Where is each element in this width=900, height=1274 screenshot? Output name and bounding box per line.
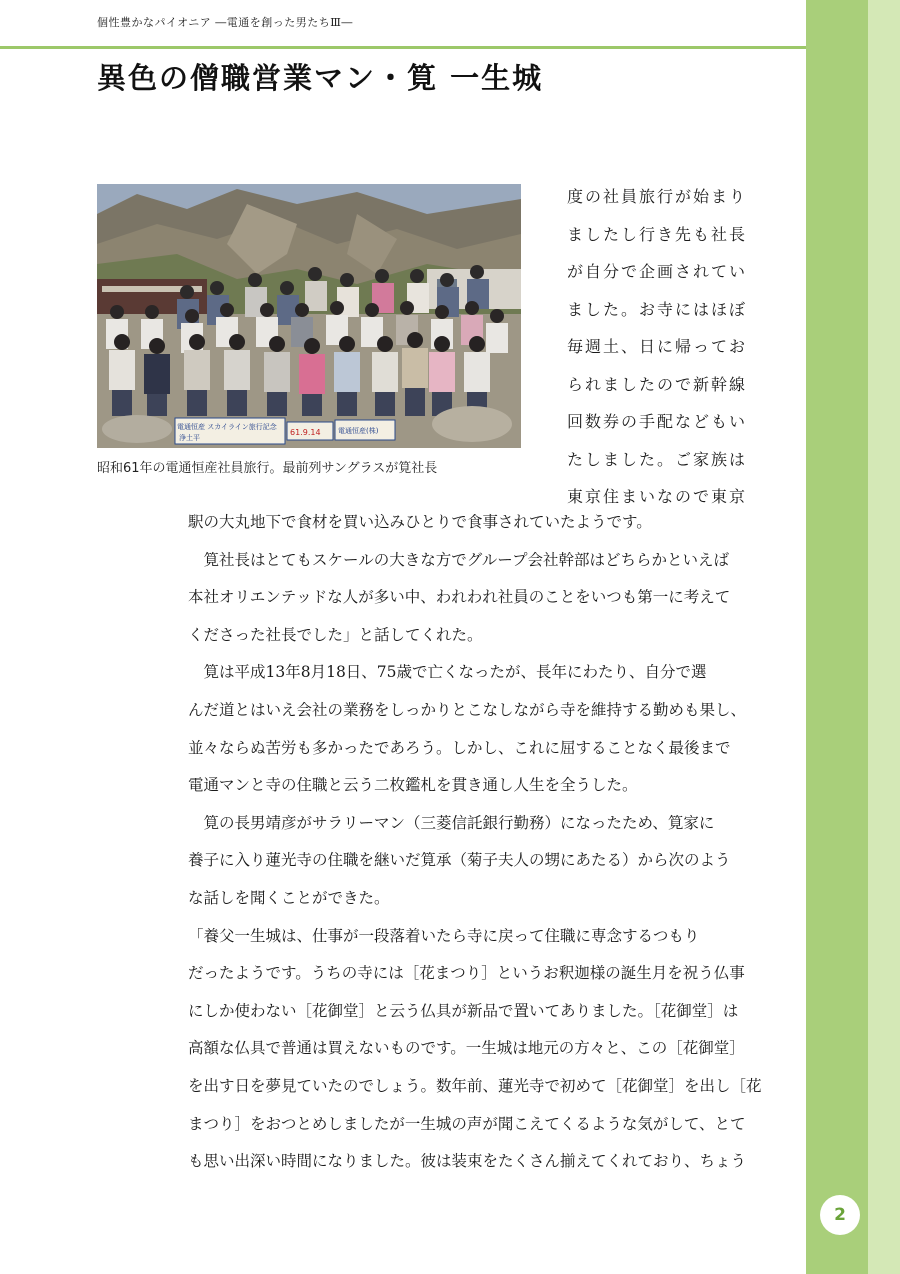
header-rule (0, 46, 806, 49)
text-line: 東京住まいなので東京 (567, 487, 748, 506)
banner-text: 電通恒産 スカイライン旅行記念 (177, 423, 277, 431)
text-line: 毎週土、日に帰ってお (567, 337, 748, 356)
page-number: 2 (820, 1195, 860, 1235)
text-line: にしか使わない［花御堂］と云う仏具が新品で置いてありました。［花御堂］は (188, 1001, 739, 1020)
text-line: ましたし行き先も社長 (567, 224, 748, 244)
side-color-band-light (868, 0, 900, 1274)
text-line: くださった社長でした」と話してくれた。 (188, 625, 483, 644)
text-line: を出す日を夢見ていたのでしょう。数年前、蓮光寺で初めて［花御堂］を出し［花 (188, 1076, 762, 1095)
side-column-text (567, 178, 747, 516)
text-line: も思い出深い時間になりました。彼は装束をたくさん揃えてくれており、ちょう (188, 1152, 747, 1171)
text-line: ました。お寺にはほぼ (567, 299, 748, 319)
banner-company: 電通恒産(株) (338, 427, 379, 435)
text-line: んだ道とはいえ会社の業務をしっかりとこなしながら寺を維持する勤めも果し、 (188, 700, 747, 719)
text-line: 回数券の手配などもい (567, 412, 748, 431)
text-line: たしました。ご家族は (567, 449, 748, 469)
text-line: 筧の長男靖彦がサラリーマン（三菱信託銀行勤務）になったため、筧家に (188, 813, 715, 832)
banner-subtext: 浄土平 (179, 434, 200, 442)
text-line: られましたので新幹線 (567, 374, 748, 394)
page-title: 異色の僧職営業マン・筧 一生城 (97, 61, 544, 95)
running-head: 個性豊かなパイオニア ―電通を創った男たちⅢ― (97, 16, 353, 29)
photo-caption: 昭和61年の電通恒産社員旅行。最前列サングラスが筧社長 (97, 461, 438, 476)
text-line: 筧は平成13年8月18日、75歳で亡くなったが、長年にわたり、自分で選 (188, 663, 707, 682)
text-line: 本社オリエンテッドな人が多い中、われわれ社員のことをいつも第一に考えて (188, 588, 731, 607)
text-line: な話しを聞くことができた。 (188, 888, 390, 907)
text-line: 電通マンと寺の住職と云う二枚鑑札を貫き通し人生を全うした。 (188, 776, 638, 795)
text-line: 高額な仏具で普通は買えないものです。一生城は地元の方々と、この［花御堂］ (188, 1039, 745, 1058)
text-line: 養子に入り蓮光寺の住職を継いだ筧承（菊子夫人の甥にあたる）から次のよう (188, 851, 731, 870)
text-line: 「養父一生城は、仕事が一段落着いたら寺に戻って住職に専念するつもり (188, 926, 700, 945)
text-line: 駅の大丸地下で食材を買い込みひとりで食事されていたようです。 (188, 513, 652, 531)
group-photo (97, 184, 521, 448)
body-text (188, 504, 762, 1181)
text-line: 筧社長はとてもスケールの大きな方でグループ会社幹部はどちらかといえば (188, 550, 729, 569)
text-line: 度の社員旅行が始まり (567, 187, 748, 206)
text-line: が自分で企画されてい (567, 262, 748, 281)
text-line: 並々ならぬ苦労も多かったであろう。しかし、これに屈することなく最後まで (188, 738, 731, 757)
text-line: だったようです。うちの寺には［花まつり］というお釈迦様の誕生月を祝う仏事 (188, 964, 745, 983)
text-line: まつり］をおつとめしましたが一生城の声が聞こえてくるような気がして、とて (188, 1114, 746, 1133)
banner-date: 61.9.14 (290, 428, 321, 437)
